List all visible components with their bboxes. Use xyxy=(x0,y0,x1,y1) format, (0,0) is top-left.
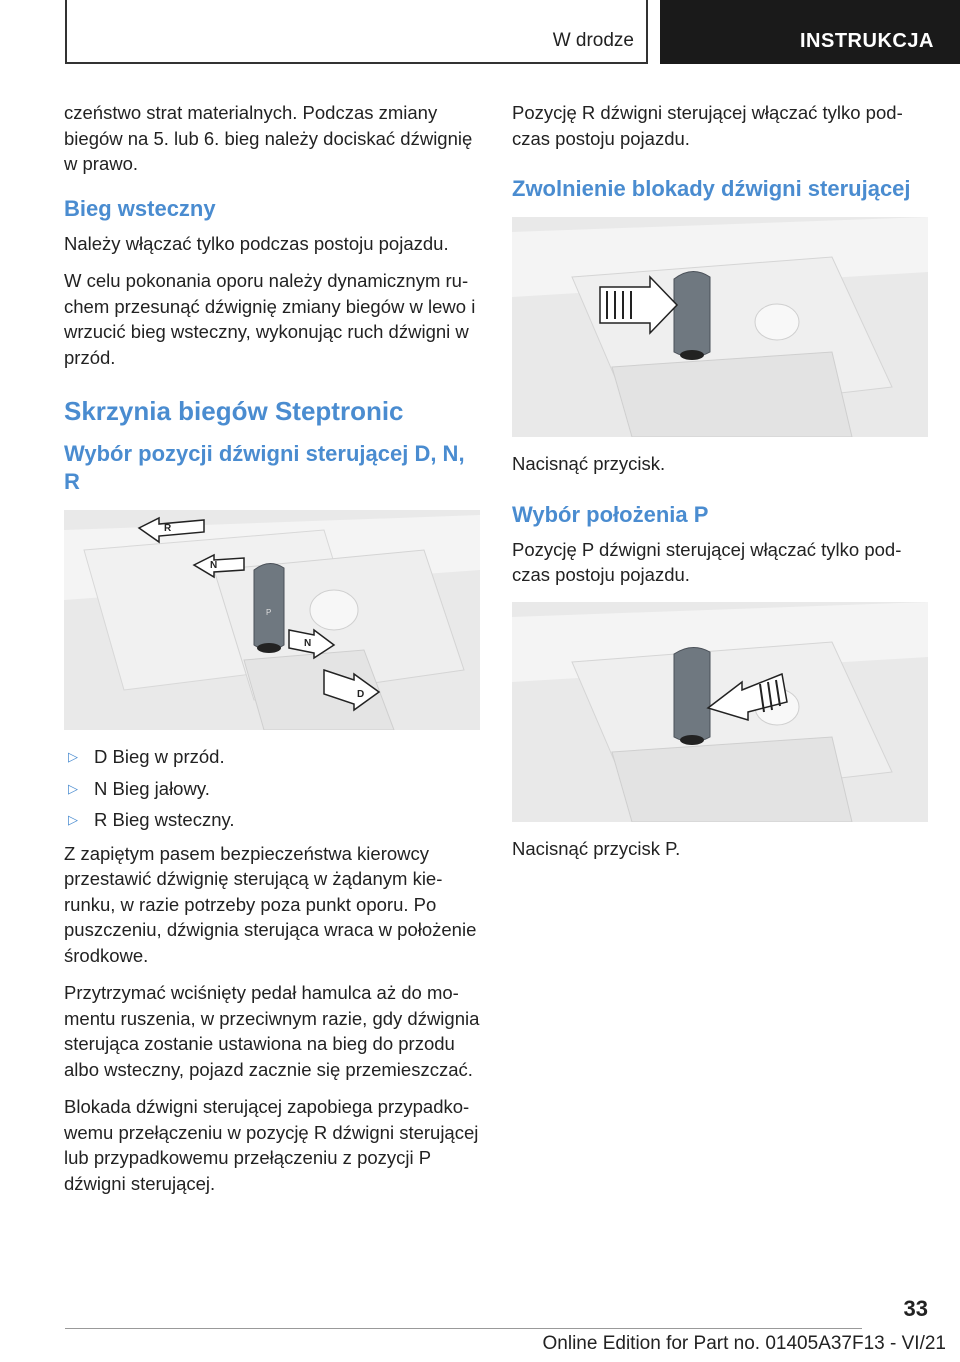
list-item: ▷ N Bieg jałowy. xyxy=(64,776,480,802)
page-number: 33 xyxy=(903,1296,928,1321)
left-column xyxy=(64,100,480,1208)
left-intro-paragraph: czeństwo strat materialnych. Podczas zmiany biegów na 5. lub 6. bieg należy dociskać dźwignię w prawo. xyxy=(64,102,473,174)
park-paragraph-2: Nacisnąć przycisk P. xyxy=(512,837,681,859)
park-paragraph-1: Pozycję P dźwigni sterującej włączać tylko podczas postoju pojazdu. xyxy=(512,538,902,585)
heading-reverse-gear: Bieg wsteczny xyxy=(64,195,216,221)
triangle-bullet-icon: ▷ xyxy=(68,749,78,764)
release-paragraph: Nacisnąć przycisk. xyxy=(512,453,666,474)
select-paragraph-1: Z zapiętym pasem bezpieczeństwa kierowcy przestawić dźwignię sterującą w żądanym kierunku, w razie potrzeby poza punkt oporu. Po puszczeniu, dźwignia sterująca wraca w położenie środkowe. xyxy=(64,842,477,966)
gear-bullet-list xyxy=(64,744,480,833)
right-column xyxy=(512,100,928,873)
heading-release-lock: Zwolnienie blokady dźwigni sterującej xyxy=(512,176,911,201)
figure-label-p: P xyxy=(266,608,272,617)
heading-select-position: Wybór pozycji dźwigni sterującej D, N, R xyxy=(64,441,465,494)
figure-park-button xyxy=(512,602,928,822)
figure-gear-selector-dnr xyxy=(64,510,480,730)
reverse-paragraph-1: Należy włączać tylko podczas postoju pojazdu. xyxy=(64,232,449,254)
figure-label-d: D xyxy=(357,689,365,700)
reverse-paragraph-2: W celu pokonania oporu należy dynamicznym ruchem przesunąć dźwignię zmiany biegów w lewo i wrzucić bieg wsteczny, wykonując ruch dźwigni w przód. xyxy=(64,270,476,368)
list-item: ▷ R Bieg wsteczny. xyxy=(64,807,480,833)
header-tab-label: INSTRUKCJA xyxy=(800,30,934,52)
heading-park-position: Wybór położenia P xyxy=(512,501,709,527)
header-chapter: W drodze xyxy=(552,30,634,51)
heading-steptronic: Skrzynia biegów Steptronic xyxy=(64,396,404,426)
figure-label-n: N xyxy=(210,560,218,571)
figure-release-button xyxy=(512,217,928,437)
triangle-bullet-icon: ▷ xyxy=(68,812,78,827)
figure-label-n2: N xyxy=(304,638,312,649)
select-paragraph-3: Blokada dźwigni sterującej zapobiega przypadkowemu przełączeniu w pozycję R dźwigni sterującej lub przypadkowemu przełączeniu z pozycji P dźwigni sterującej. xyxy=(64,1096,479,1194)
list-item: ▷ D Bieg w przód. xyxy=(64,744,480,770)
triangle-bullet-icon: ▷ xyxy=(68,780,78,796)
right-intro-paragraph: Pozycję R dźwigni sterującej włączać tylko podczas postoju pojazdu. xyxy=(512,102,903,149)
footer-divider xyxy=(65,1328,862,1329)
select-paragraph-2: Przytrzymać wciśnięty pedał hamulca aż do momentu ruszenia, w przeciwnym razie, gdy dźwignia sterująca zostanie ustawiona na bieg do przodu albo wsteczny, pojazd zacznie się przemieszczać. xyxy=(64,982,480,1080)
footer-edition: Online Edition for Part no. 01405A37F13 - VI/21 xyxy=(542,1333,946,1354)
header-frame xyxy=(65,0,648,64)
header-tab[interactable] xyxy=(660,0,960,64)
figure-label-r: R xyxy=(164,523,172,534)
